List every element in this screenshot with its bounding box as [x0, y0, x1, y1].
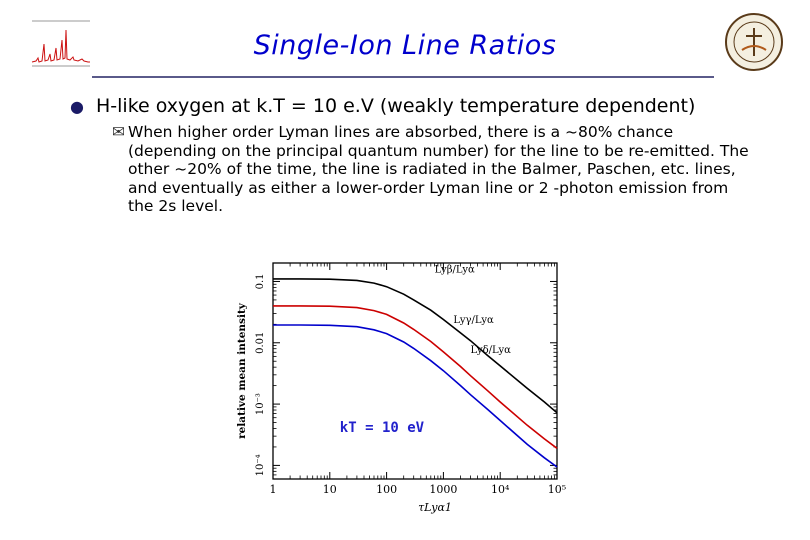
y-axis-label: relative mean intensity: [236, 303, 248, 439]
y-tick-label: 0.1: [255, 273, 266, 290]
x-tick-label: 1: [269, 483, 277, 496]
series-label: Lyβ/Lyα: [434, 264, 475, 276]
series-label: Lyδ/Lyα: [470, 345, 511, 357]
y-tick-label: 10⁻⁴: [255, 454, 266, 477]
plot-frame: [273, 263, 557, 479]
main-bullet: [70, 95, 695, 117]
sub-bullet-text: [96, 123, 752, 216]
sub-bullet-body: When higher order Lyman lines are absorbed, there is a ~80% chance (depending on the principal quantum number) for the line to be re-emitted. The other ~20% of the time, the line is radiated in the Balmer, Paschen, etc. lines, and eventually as either a lower-order Lyman line or 2 -photon emission from the 2s level.: [128, 123, 749, 215]
x-tick-label: 1000: [429, 483, 458, 496]
x-tick-label: 10: [322, 483, 337, 496]
x-tick-label: 10⁴: [490, 483, 510, 496]
y-tick-label: 0.01: [255, 331, 266, 354]
y-tick-label: 10⁻³: [255, 393, 266, 416]
x-tick-label: 100: [376, 483, 398, 496]
title-divider: [92, 76, 714, 78]
sub-bullet: [112, 123, 752, 216]
x-tick-label: 10⁵: [547, 483, 567, 496]
bullet-icon: ●: [70, 97, 84, 116]
slide-title: Single-Ion Line Ratios: [253, 30, 557, 61]
main-bullet-text: H-like oxygen at k.T = 10 e.V (weakly temperature dependent): [96, 95, 696, 117]
series-line-0: [273, 279, 557, 413]
chart-annotation: kT = 10 eV: [339, 420, 425, 437]
line-ratio-chart: [235, 255, 585, 525]
sub-bullet-icon: ✉: [112, 123, 125, 141]
series-line-2: [273, 325, 557, 467]
x-axis-label: τLyα1: [418, 501, 452, 514]
series-label: Lyγ/Lyα: [453, 315, 494, 327]
